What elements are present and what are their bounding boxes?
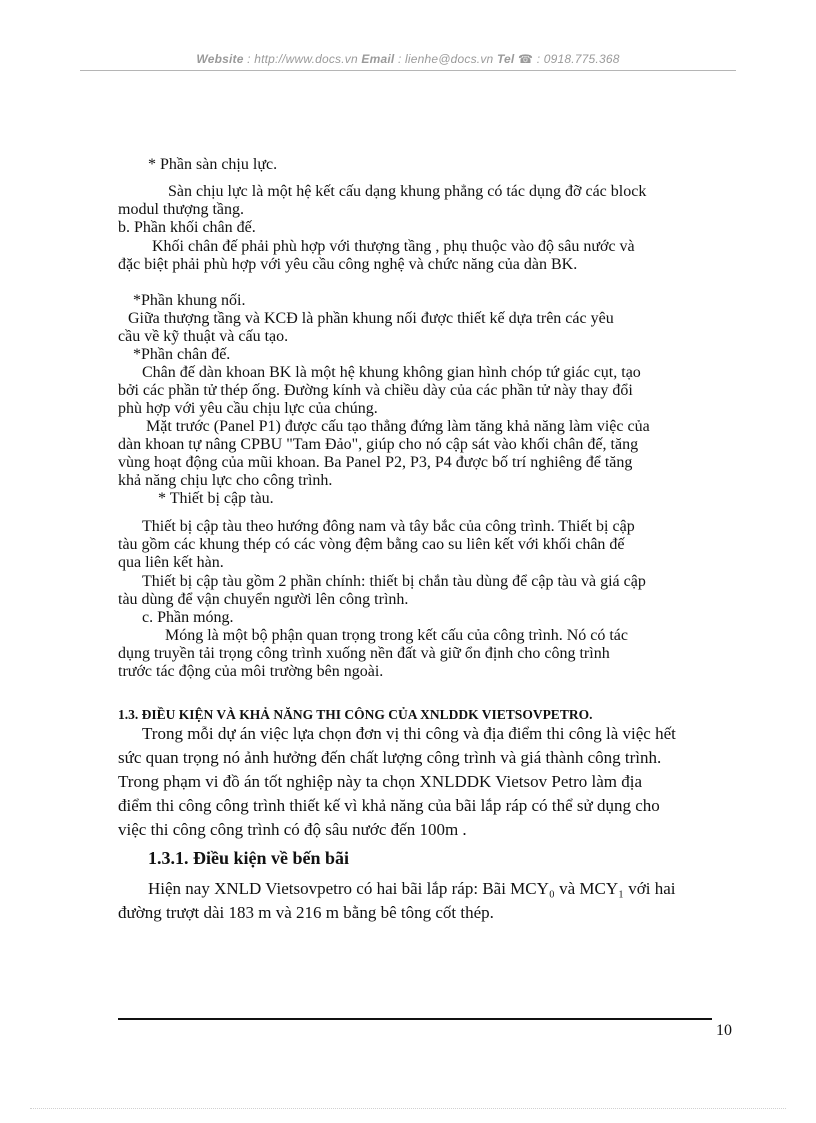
text-line: Khối chân đế phải phù hợp với thượng tầng , phụ thuộc vào độ sâu nước và bbox=[152, 238, 635, 255]
paragraph-line: đường trượt dài 183 m và 216 m bằng bê tông cốt thép. bbox=[118, 903, 494, 922]
text-line: phù hợp với yêu cầu chịu lực của chúng. bbox=[118, 400, 378, 417]
text-line: đặc biệt phải phù hợp với yêu cầu công nghệ và chức năng của dàn BK. bbox=[118, 256, 578, 273]
text-line: Thiết bị cập tàu gồm 2 phần chính: thiết bị chắn tàu dùng để cập tàu và giá cập bbox=[142, 573, 646, 590]
email-label: Email bbox=[361, 52, 395, 66]
tel-label: Tel bbox=[496, 52, 515, 66]
text-line: b. Phần khối chân đế. bbox=[118, 219, 256, 236]
paragraph-line: sức quan trọng nó ảnh hưởng đến chất lượng công trình và giá thành công trình. bbox=[118, 748, 662, 767]
paragraph-line: Trong mỗi dự án việc lựa chọn đơn vị thi công và địa điểm thi công là việc hết bbox=[142, 724, 676, 743]
text-line: Mặt trước (Panel P1) được cấu tạo thẳng đứng làm tăng khả năng làm việc của bbox=[146, 418, 650, 435]
website-value: : http://www.docs.vn bbox=[247, 52, 358, 66]
section-heading: 1.3. ĐIỀU KIỆN VÀ KHẢ NĂNG THI CÔNG CỦA XNLDDK VIETSOVPETRO. bbox=[118, 707, 593, 722]
text-line: Sàn chịu lực là một hệ kết cấu dạng khung phẳng có tác dụng đỡ các block bbox=[168, 183, 647, 200]
text-line: khả năng chịu lực cho công trình. bbox=[118, 472, 333, 489]
text-line: dàn khoan tự nâng CPBU "Tam Đảo", giúp cho nó cập sát vào khối chân đế, tăng bbox=[118, 436, 639, 453]
header-divider bbox=[80, 70, 736, 71]
text-line: * Phần sàn chịu lực. bbox=[148, 156, 278, 173]
text-line: vùng hoạt động của mũi khoan. Ba Panel P2, P3, P4 được bố trí nghiêng để tăng bbox=[118, 454, 633, 471]
text-line: *Phần chân đế. bbox=[133, 346, 231, 363]
text-line: Giữa thượng tầng và KCĐ là phần khung nối được thiết kế dựa trên các yêu bbox=[128, 310, 614, 327]
tel-value: ☎ : 0918.775.368 bbox=[518, 52, 620, 66]
page-header bbox=[0, 52, 816, 66]
text-line: Móng là một bộ phận quan trọng trong kết cấu của công trình. Nó có tác bbox=[165, 627, 628, 644]
paragraph-line: Hiện nay XNLD Vietsovpetro có hai bãi lắp ráp: Bãi MCY₀ và MCY₁ với hai bbox=[148, 879, 676, 898]
paragraph-line: việc thi công công trình có độ sâu nước đến 100m . bbox=[118, 820, 467, 839]
text-line: qua liên kết hàn. bbox=[118, 554, 224, 571]
subsection-heading: 1.3.1. Điều kiện về bến bãi bbox=[148, 848, 350, 868]
text-line: *Phần khung nối. bbox=[133, 292, 246, 309]
page-number: 10 bbox=[716, 1022, 732, 1039]
text-line: modul thượng tầng. bbox=[118, 201, 245, 218]
text-line: * Thiết bị cập tàu. bbox=[158, 490, 274, 507]
page-bottom-divider bbox=[30, 1108, 786, 1109]
text-line: Thiết bị cập tàu theo hướng đông nam và tây bắc của công trình. Thiết bị cập bbox=[142, 518, 635, 535]
paragraph-line: điểm thi công công trình thiết kế vì khả năng của bãi lắp ráp có thể sử dụng cho bbox=[118, 796, 660, 815]
text-line: tàu gồm các khung thép có các vòng đệm bằng cao su liên kết với khối chân đế bbox=[118, 536, 625, 553]
text-line: cầu về kỹ thuật và cấu tạo. bbox=[118, 328, 289, 345]
email-value: : lienhe@docs.vn bbox=[397, 52, 494, 66]
text-line: tàu dùng để vận chuyển người lên công trình. bbox=[118, 591, 409, 608]
text-line: Chân đế dàn khoan BK là một hệ khung không gian hình chóp tứ giác cụt, tạo bbox=[142, 364, 641, 381]
website-label: Website bbox=[196, 52, 244, 66]
text-line: dụng truyền tải trọng công trình xuống nền đất và giữ ổn định cho công trình bbox=[118, 645, 610, 662]
text-line: trước tác động của môi trường bên ngoài. bbox=[118, 663, 384, 680]
text-line: c. Phần móng. bbox=[142, 609, 234, 626]
text-line: bởi các phần tử thép ống. Đường kính và chiều dày của các phần tử này thay đổi bbox=[118, 382, 633, 399]
footer-divider bbox=[118, 1018, 712, 1020]
paragraph-line: Trong phạm vi đồ án tốt nghiệp này ta chọn XNLDDK Vietsov Petro làm địa bbox=[118, 772, 643, 791]
